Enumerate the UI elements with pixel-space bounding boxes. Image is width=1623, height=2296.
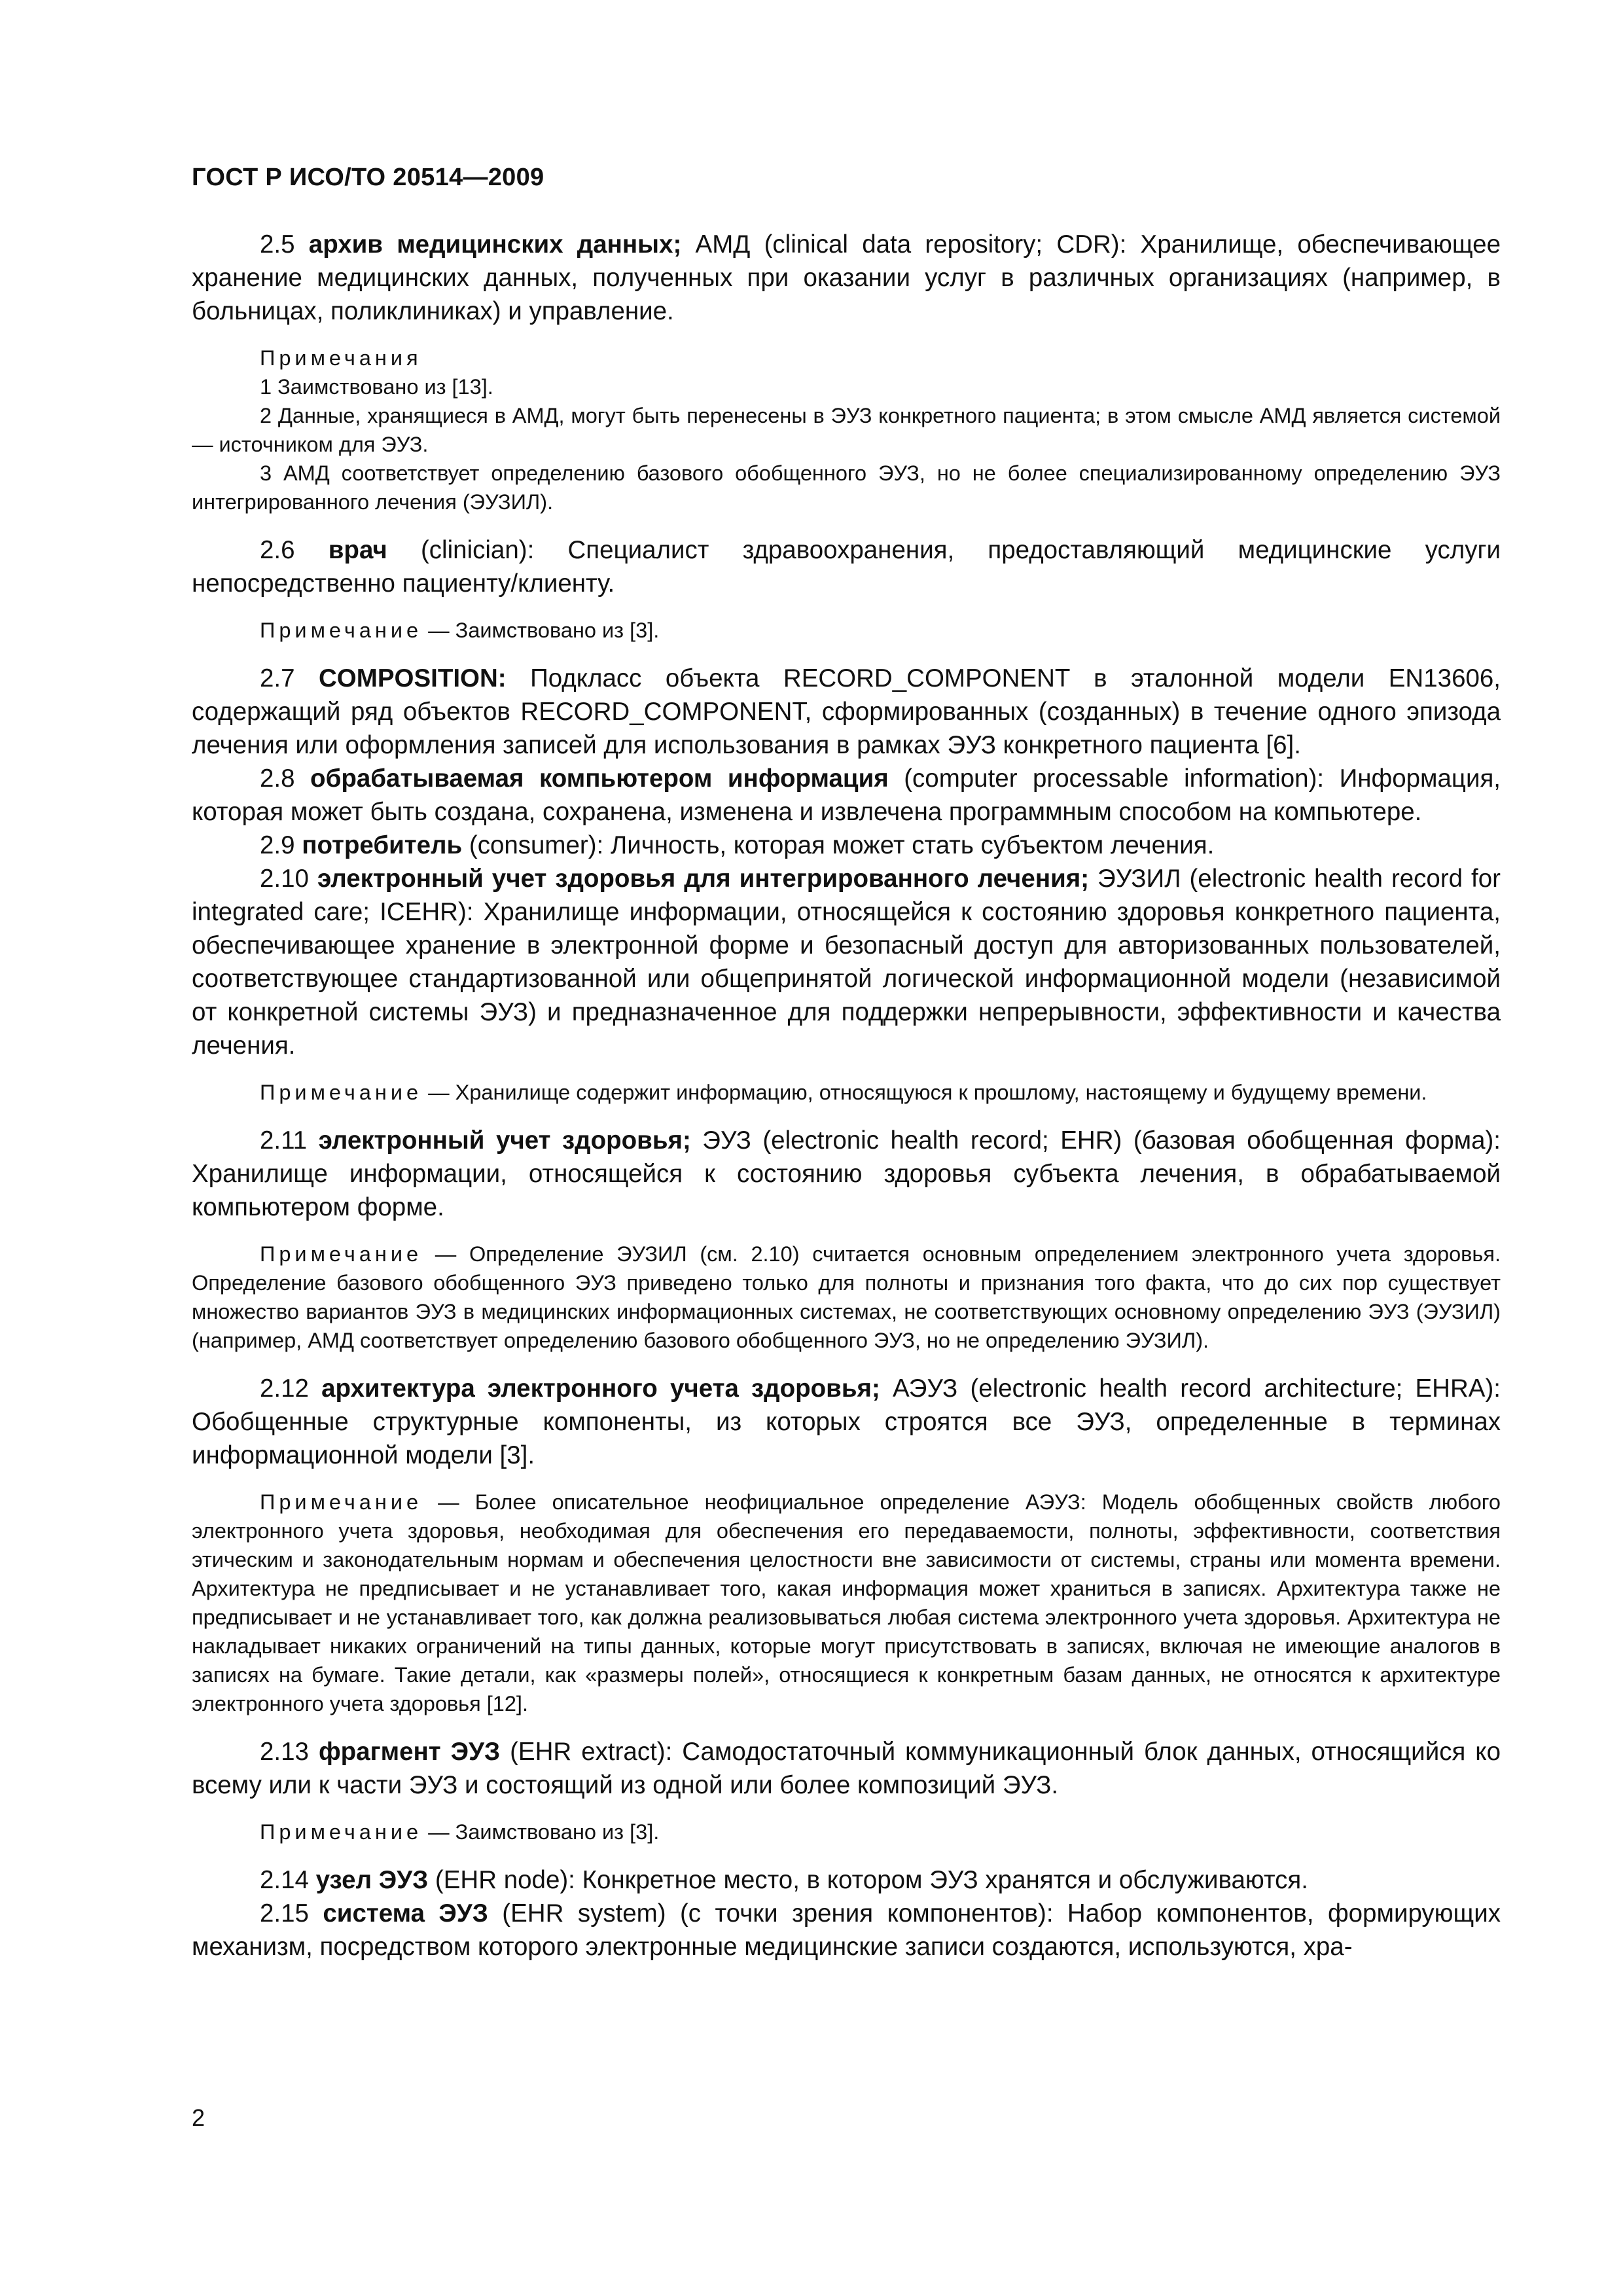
note-text: — Более описательное неофициальное определение АЭУЗ: Модель обобщенных свойств любого электронного учета здоровья, необходимая для обеспечения его передаваемости, полноты, эффективности, соответствия этическим и законодательным нормам и обеспечения целостности вне зависимости от системы, страны или момента времени. Архитектура не предписывает и не устанавливает того, какая информация может храниться в записях. Архитектура также не предписывает и не устанавливает того, как должна реализовываться любая система электронного учета здоровья. Архитектура не накладывает никаких ограничений на типы данных, которые могут присутствовать в записях, включая не имеющие аналогов в записях на бумаге. Такие детали, как «размеры полей», относящиеся к конкретным базам данных, не относятся к архитектуре электронного учета здоровья [12]. <box>192 1490 1501 1715</box>
term-definition: (EHR system) (с точки зрения компонентов): Набор компонентов, формирующих механизм, посредством которого электронные медицинские записи создаются, используются, хра- <box>192 1899 1501 1961</box>
note-2-13 <box>192 1818 1501 1846</box>
note-item: 3 АМД соответствует определению базового обобщенного ЭУЗ, но не более специализированному определению ЭУЗ интегрированного лечения (ЭУЗИЛ). <box>192 461 1501 514</box>
term-definition: (EHR node): Конкретное место, в котором ЭУЗ хранятся и обслуживаются. <box>428 1866 1308 1894</box>
note-text: — Заимствовано из [3]. <box>422 619 660 642</box>
note-2-10 <box>192 1078 1501 1107</box>
note-label: Примечание <box>260 1081 423 1104</box>
term-name: архив медицинских данных; <box>308 230 682 259</box>
term-entry-2-13 <box>192 1735 1501 1802</box>
term-entry-2-8 <box>192 762 1501 829</box>
page-number: 2 <box>192 2104 205 2131</box>
note-label: Примечание <box>260 619 423 642</box>
term-definition: АМД (clinical data repository; CDR): Хранилище, обеспечивающее хранение медицинских данных, полученных при оказании услуг в различных организациях (например, в больницах, поликлиниках) и управление. <box>192 230 1501 325</box>
term-definition: (clinician): Специалист здравоохранения, предоставляющий медицинские услуги непосредственно пациенту/клиенту. <box>192 536 1501 598</box>
term-entry-2-10 <box>192 862 1501 1062</box>
term-definition: АЭУЗ (electronic health record architecture; EHRA): Обобщенные структурные компоненты, из которых строятся все ЭУЗ, определенные в терминах информационной модели [3]. <box>192 1374 1501 1469</box>
term-number: 2.10 <box>260 865 309 893</box>
note-text: — Хранилище содержит информацию, относящуюся к прошлому, настоящему и будущему времени. <box>422 1081 1427 1104</box>
term-name: COMPOSITION: <box>319 664 507 692</box>
term-name: потребитель <box>302 831 463 859</box>
term-definition: (computer processable information): Информация, которая может быть создана, сохранена, изменена и извлечена программным способом на компьютере. <box>192 764 1501 826</box>
term-entry-2-15 <box>192 1897 1501 1964</box>
term-number: 2.11 <box>260 1126 308 1155</box>
term-definition: (EHR extract): Самодостаточный коммуникационный блок данных, относящийся ко всему или к части ЭУЗ и состоящий из одной или более композиций ЭУЗ. <box>192 1738 1501 1799</box>
term-name: обрабатываемая компьютером информация <box>310 764 889 793</box>
document-header: ГОСТ Р ИСО/ТО 20514—2009 <box>192 164 544 191</box>
note-label: Примечание <box>260 1490 423 1514</box>
note-text: — Определение ЭУЗИЛ (см. 2.10) считается основным определением электронного учета здоровья. Определение базового обобщенного ЭУЗ приведено только для полноты и признания того факта, что до сих пор существует множество вариантов ЭУЗ в медицинских информационных системах, не соответствующих основному определению ЭУЗ (ЭУЗИЛ) (например, АМД соответствует определению базового обобщенного ЭУЗ, но не определению ЭУЗИЛ). <box>192 1242 1501 1352</box>
note-label: Примечание <box>260 1820 423 1844</box>
term-entry-2-11 <box>192 1124 1501 1224</box>
term-name: электронный учет здоровья; <box>318 1126 691 1155</box>
term-name: врач <box>328 536 387 564</box>
note-2-11 <box>192 1240 1501 1355</box>
term-number: 2.13 <box>260 1738 309 1766</box>
note-label: Примечание <box>260 1242 423 1266</box>
term-name: фрагмент ЭУЗ <box>318 1738 501 1766</box>
term-number: 2.5 <box>260 230 295 259</box>
term-number: 2.15 <box>260 1899 309 1928</box>
note-item: 2 Данные, хранящиеся в АМД, могут быть перенесены в ЭУЗ конкретного пациента; в этом смысле АМД является системой — источником для ЭУЗ. <box>192 404 1501 456</box>
term-number: 2.8 <box>260 764 295 793</box>
term-name: узел ЭУЗ <box>315 1866 429 1894</box>
term-number: 2.9 <box>260 831 295 859</box>
term-entry-2-7 <box>192 662 1501 762</box>
note-2-12 <box>192 1488 1501 1718</box>
term-entry-2-5 <box>192 228 1501 328</box>
note-text: — Заимствовано из [3]. <box>422 1820 660 1844</box>
note-item: 1 Заимствовано из [13]. <box>260 375 493 399</box>
term-number: 2.14 <box>260 1866 309 1894</box>
term-number: 2.7 <box>260 664 295 692</box>
term-number: 2.6 <box>260 536 295 564</box>
note-2-6 <box>192 616 1501 645</box>
term-name: электронный учет здоровья для интегрированного лечения; <box>317 865 1090 893</box>
term-definition: (consumer): Личность, которая может стать субъектом лечения. <box>462 831 1215 859</box>
term-definition: ЭУЗ (electronic health record; EHR) (базовая обобщенная форма): Хранилище информации, относящейся к состоянию здоровья субъекта лечения, в обрабатываемой компьютером форме. <box>192 1126 1501 1221</box>
term-entry-2-14 <box>192 1863 1501 1897</box>
term-entry-2-6 <box>192 533 1501 600</box>
notes-2-5 <box>192 344 1501 516</box>
term-name: система ЭУЗ <box>323 1899 488 1928</box>
term-entry-2-12 <box>192 1372 1501 1472</box>
document-body <box>192 228 1501 1964</box>
term-definition: Подкласс объекта RECORD_COMPONENT в эталонной модели EN13606, содержащий ряд объектов RECORD_COMPONENT, сформированных (созданных) в течение одного эпизода лечения или оформления записей для использования в рамках ЭУЗ конкретного пациента [6]. <box>192 664 1501 759</box>
term-definition: ЭУЗИЛ (electronic health record for integrated care; ICEHR): Хранилище информации, относящейся к состоянию здоровья конкретного пациента, обеспечивающее хранение в электронной форме и безопасный доступ для авторизованных пользователей, соответствующее стандартизованной или общепринятой логической информационной модели (независимой от конкретной системы ЭУЗ) и предназначенное для поддержки непрерывности, эффективности и качества лечения. <box>192 865 1501 1060</box>
notes-heading: Примечания <box>260 346 422 370</box>
term-entry-2-9 <box>192 829 1501 862</box>
term-number: 2.12 <box>260 1374 309 1403</box>
term-name: архитектура электронного учета здоровья; <box>321 1374 880 1403</box>
